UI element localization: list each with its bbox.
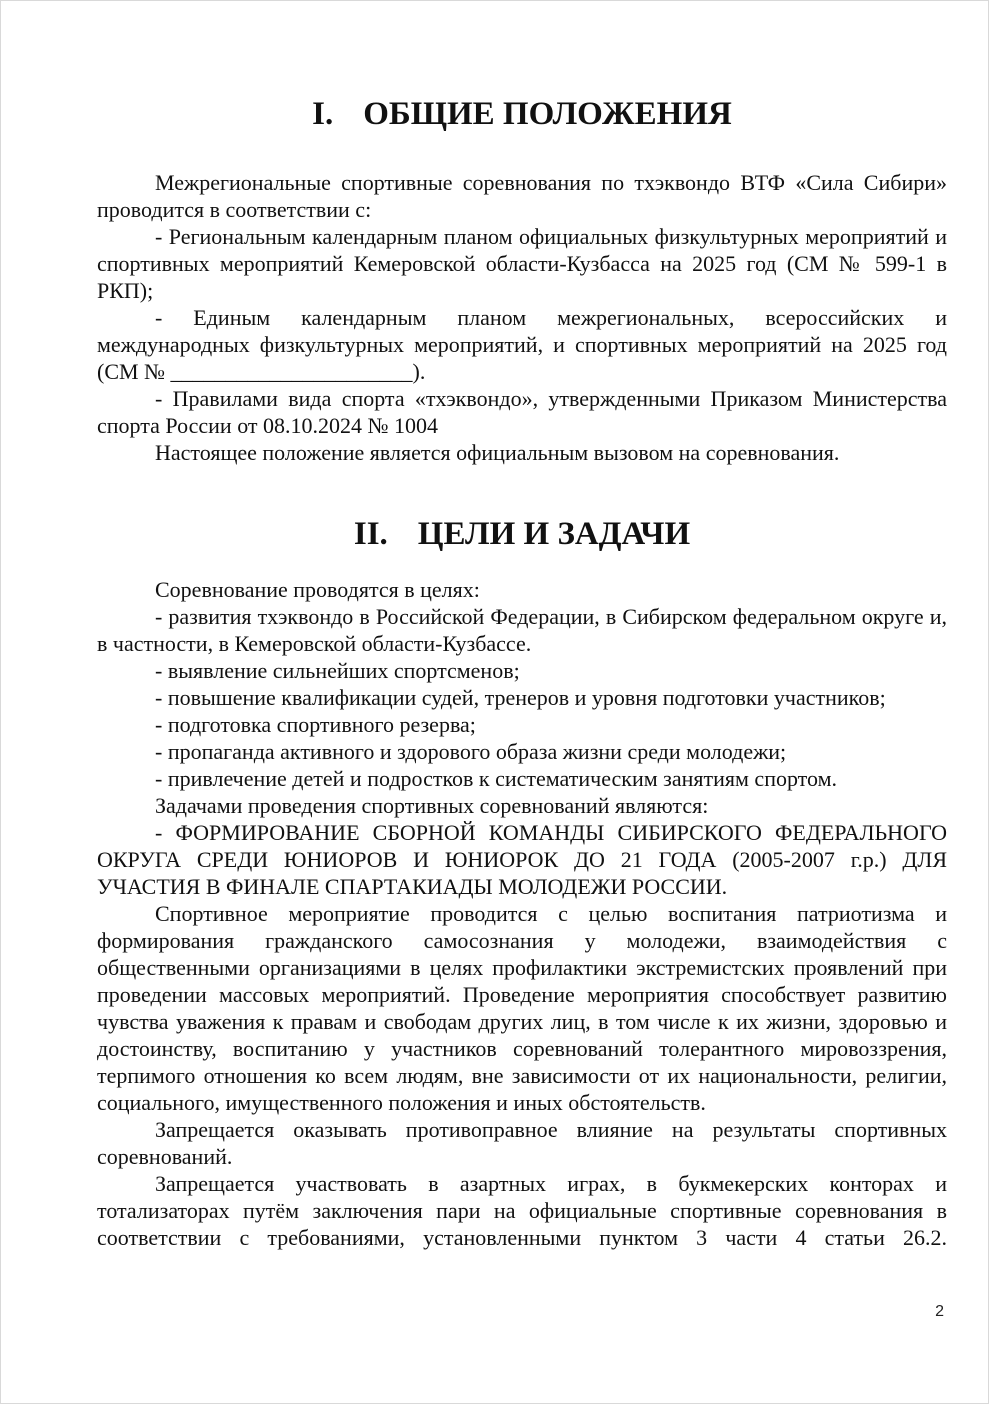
list-item-healthy-lifestyle: - пропаганда активного и здорового образа жизни среди молодежи; [155, 739, 787, 764]
paragraph-prohibition-influence: Запрещается оказывать противоправное влияние на результаты спортивных соревнований. [97, 1117, 947, 1169]
paragraph-patriotism: Спортивное мероприятие проводится с целью воспитания патриотизма и формирования гражданского самосознания у молодежи, взаимодействия с общественными организациями в целях профилактики экстремистских проявлений при проведении массовых мероприятий. Проведение мероприятия способствует развитию чувства уважения к правам и свободам других лиц, в том числе к их жизни, здоровью и достоинству, воспитанию у участников соревнований толерантного мировоззрения, терпимого отношения ко всем людям, вне зависимости от их национальности, религии, социального, имущественного положения и иных обстоятельств. [97, 901, 947, 1115]
paragraph-sport-rules: - Правилами вида спорта «тхэквондо», утвержденными Приказом Министерства спорта России от 08.10.2024 № 1004 [97, 386, 947, 438]
section-1-heading [97, 96, 947, 132]
paragraph-goals-intro: Соревнование проводятся в целях: [155, 577, 480, 602]
document-body [97, 96, 947, 1251]
section-2-title: ЦЕЛИ И ЗАДАЧИ [417, 516, 691, 552]
paragraph-tasks-intro: Задачами проведения спортивных соревнований являются: [155, 793, 709, 818]
section-1-title: ОБЩИЕ ПОЛОЖЕНИЯ [363, 96, 732, 132]
list-item-strongest: - выявление сильнейших спортсменов; [155, 658, 520, 683]
list-item-team-formation: - ФОРМИРОВАНИЕ СБОРНОЙ КОМАНДЫ СИБИРСКОГО ФЕДЕРАЛЬНОГО ОКРУГА СРЕДИ ЮНИОРОВ И ЮНИОРОК ДО 21 ГОДА (2005-2007 г.р.) ДЛЯ УЧАСТИЯ В ФИНАЛЕ СПАРТАКИАДЫ МОЛОДЕЖИ РОССИИ. [97, 820, 947, 899]
list-item-reserve: - подготовка спортивного резерва; [155, 712, 476, 737]
paragraph-unified-plan: - Единым календарным планом межрегиональных, всероссийских и международных физкультурных мероприятий, и спортивных мероприятий на 2025 год (СМ № ______________________). [97, 305, 947, 384]
list-item-children: - привлечение детей и подростков к систематическим занятиям спортом. [155, 766, 838, 791]
paragraph-official-call: Настоящее положение является официальным вызовом на соревнования. [155, 440, 840, 465]
paragraph-prohibition-gambling: Запрещается участвовать в азартных играх, в букмекерских конторах и тотализаторах путём заключения пари на официальные спортивные соревнования в соответствии с требованиями, установленными пунктом 3 части 4 статьи 26.2. [97, 1171, 947, 1250]
paragraph-regional-plan: - Региональным календарным планом официальных физкультурных мероприятий и спортивных мероприятий Кемеровской области-Кузбасса на 2025 год (СМ № 599-1 в РКП); [97, 224, 947, 303]
paragraph-intro: Межрегиональные спортивные соревнования по тхэквондо ВТФ «Сила Сибири» проводится в соответствии с: [97, 170, 947, 222]
list-item-development: - развития тхэквондо в Российской Федерации, в Сибирском федеральном округе и, в частности, в Кемеровской области-Кузбассе. [97, 604, 947, 656]
section-2-number: II. [353, 516, 388, 552]
section-1-number: I. [312, 96, 334, 132]
page-number: 2 [935, 1303, 944, 1320]
section-2-heading [97, 516, 947, 552]
list-item-qualification: - повышение квалификации судей, тренеров и уровня подготовки участников; [155, 685, 886, 710]
